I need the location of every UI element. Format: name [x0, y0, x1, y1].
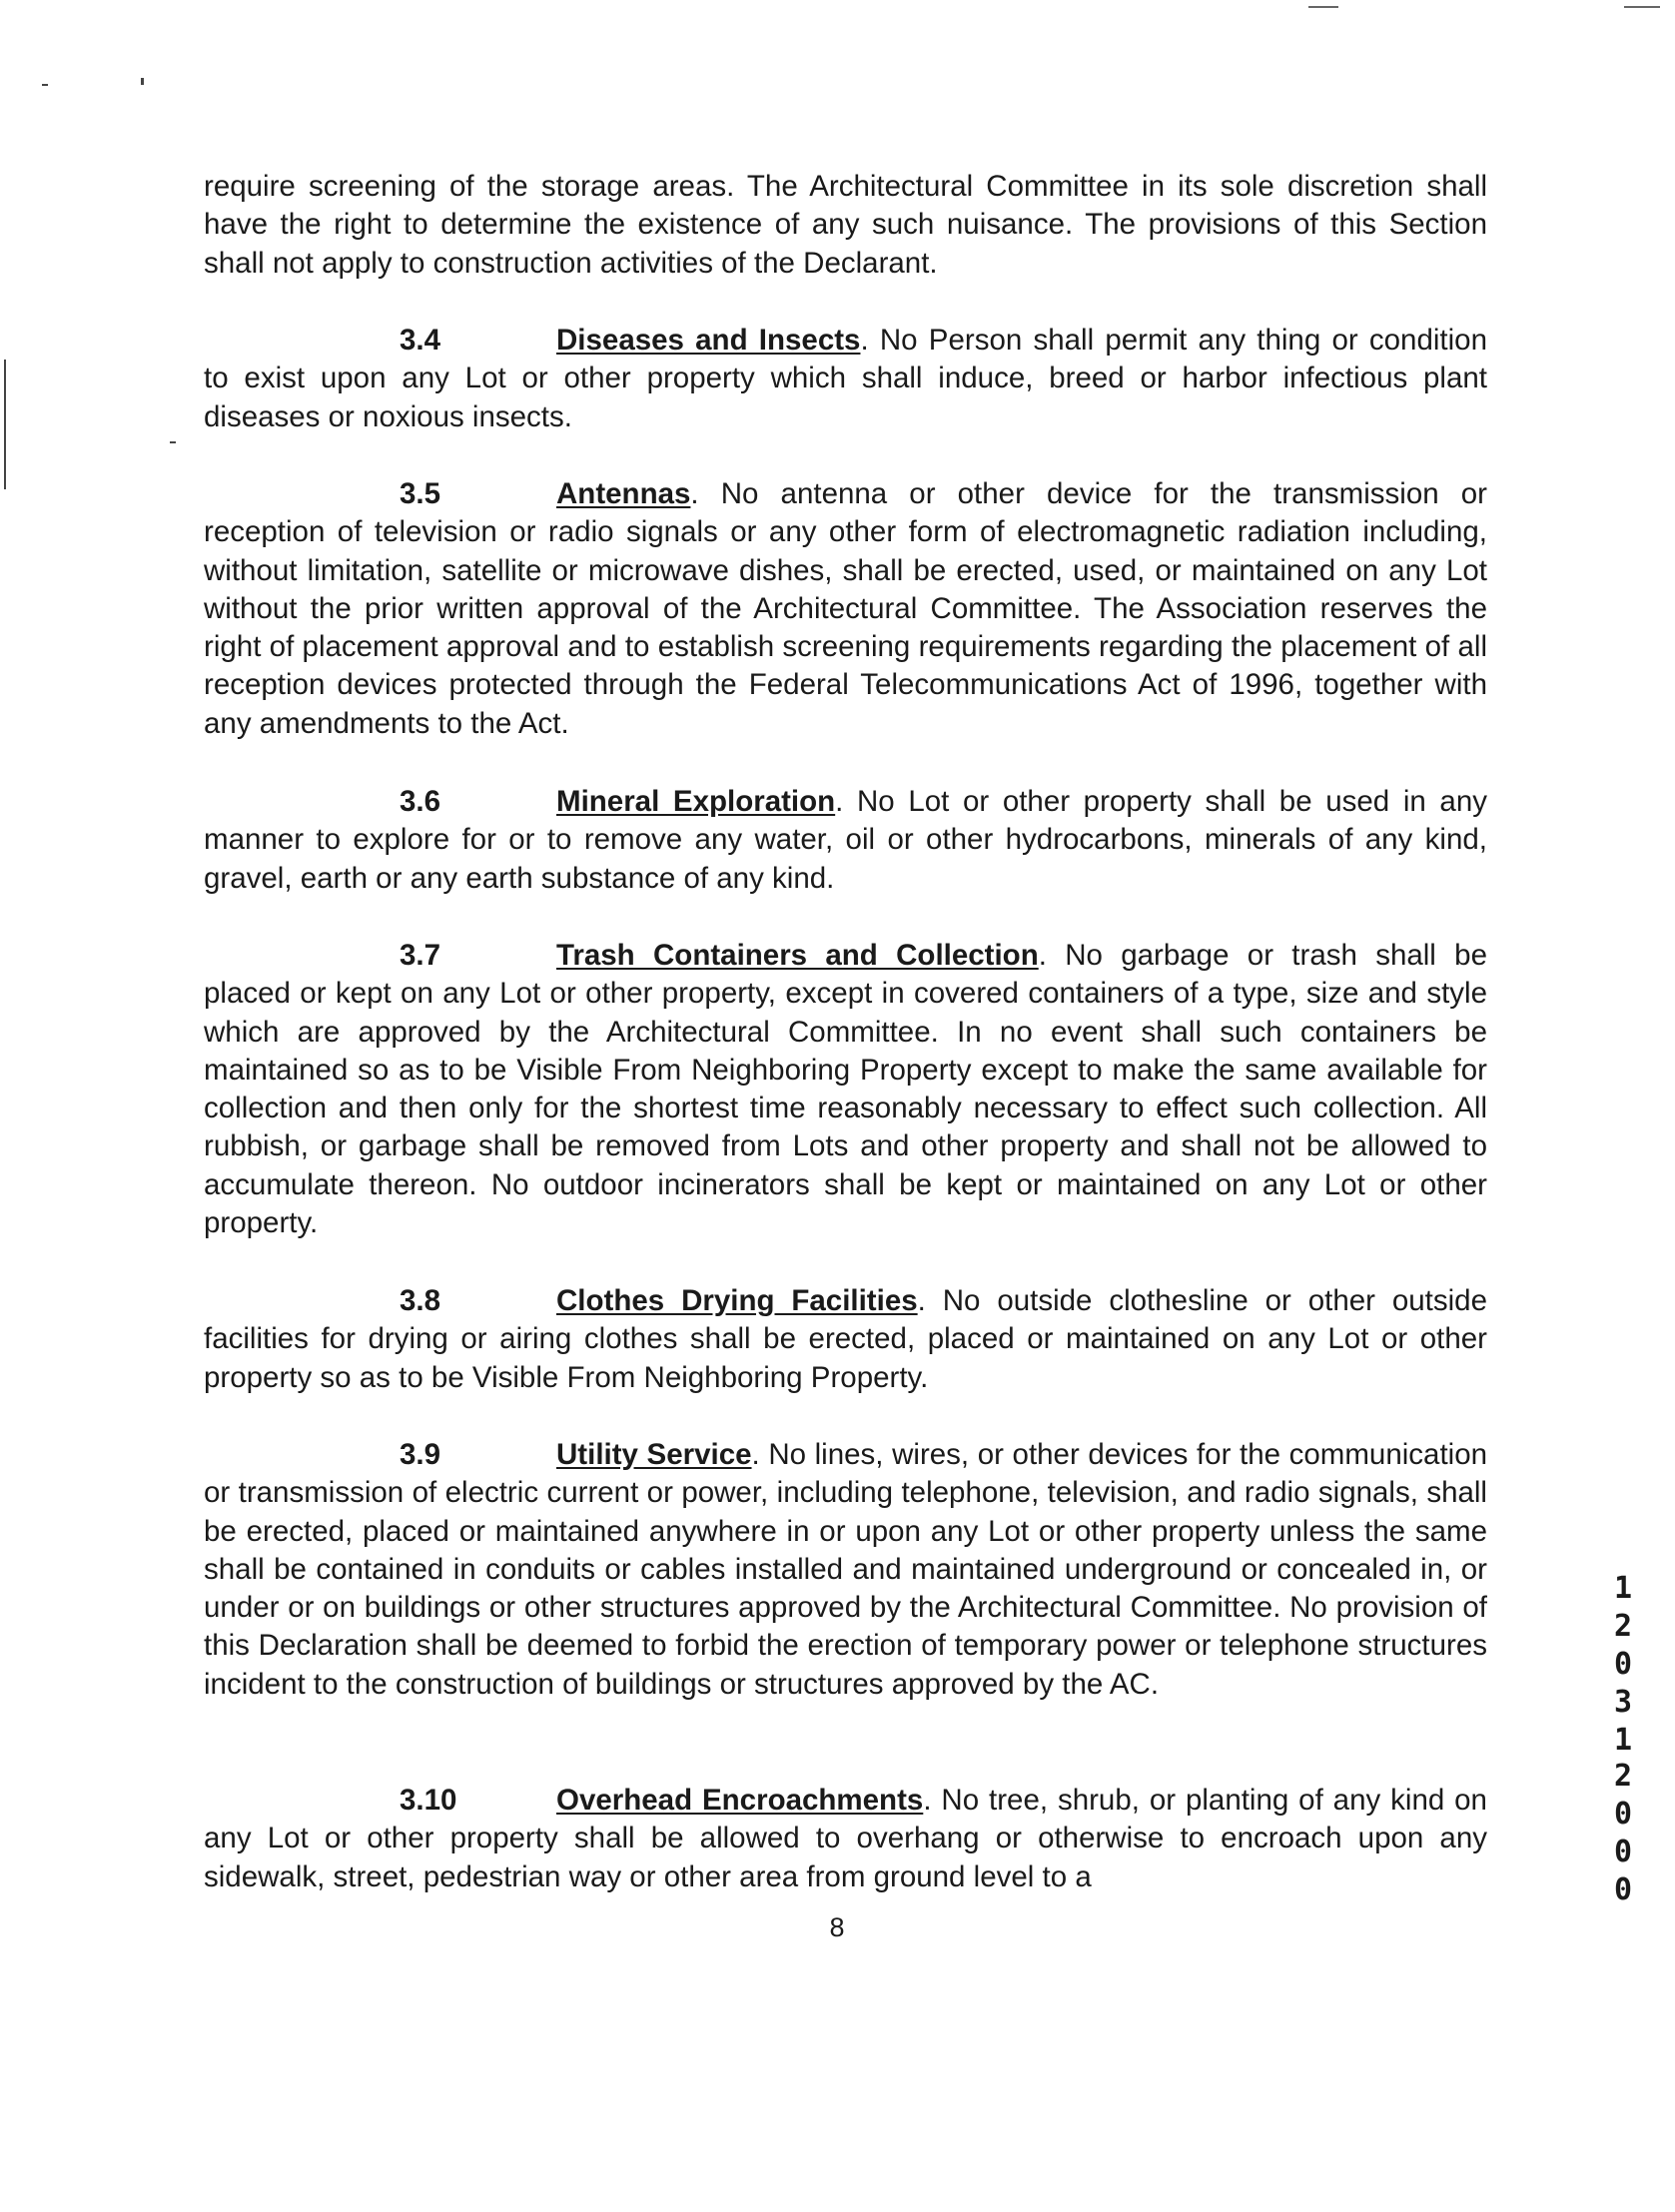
section-3-7: 3.7 Trash Containers and Collection. No garbage or trash shall be placed or kept on any Lot or other property, except in covered containers of a type, size and style which are approved by the Architectural Committee. In no event shall such containers be maintained so as to be Visible From Neighboring Property except to make the same available for collection and then only for the shortest time reasonably necessary to effect such collection. All rubbish, or garbage shall be removed from Lots and other property and shall not be allowed to accumulate thereon. No outdoor incinerators shall be kept or maintained on any Lot or other property. [204, 939, 1487, 1240]
recording-digit: 0 [1613, 1835, 1633, 1869]
section-body: No garbage or trash shall be placed or kept on any Lot or other property, except in covered containers of a type, size and style which are approved by the Architectural Committee. In no event shall such containers be maintained so as to be Visible From Neighboring Property except to make the same available for collection and then only for the shortest time reasonably necessary to effect such collection. All rubbish, or garbage shall be removed from Lots and other property and shall not be allowed to accumulate thereon. No outdoor incinerators shall be kept or maintained on any Lot or other property. [204, 939, 1487, 1240]
section-number: 3.4 [400, 324, 441, 357]
section-body: No tree, shrub, or planting of any kind on any Lot or other property shall be allowed to overhang or otherwise to encroach upon any sidewalk, street, pedestrian way or other area from ground level to a [204, 1784, 1487, 1893]
section-title: Overhead Encroachments [556, 1784, 924, 1817]
recording-digit: 2 [1613, 1759, 1633, 1794]
section-title: Antennas [556, 477, 691, 510]
recording-digit: 1 [1613, 1723, 1633, 1758]
section-title: Mineral Exploration [556, 785, 836, 818]
recording-digit: 3 [1613, 1685, 1633, 1720]
recording-digit: 0 [1613, 1797, 1633, 1832]
section-title: Clothes Drying Facilities [556, 1284, 918, 1317]
section-3-9: 3.9 Utility Service. No lines, wires, or other devices for the communication or transmission of electric current or power, including telephone, television, and radio signals, shall be erected, placed or maintained anywhere in or upon any Lot or other property unless the same shall be contained in conduits or cables installed and maintained underground or concealed in, or under or on buildings or other structures approved by the Architectural Committee. No provision of this Declaration shall be deemed to forbid the erection of temporary power or telephone structures incident to the construction of buildings or structures approved by the AC. [204, 1438, 1488, 1701]
recording-digit: 2 [1613, 1609, 1633, 1644]
scan-mark [1624, 6, 1660, 8]
scan-mark [141, 78, 144, 85]
section-title: Utility Service [556, 1438, 752, 1471]
recording-digit: 0 [1613, 1872, 1633, 1907]
scan-mark [1308, 6, 1338, 8]
section-3-10: 3.10 Overhead Encroachments. No tree, shrub, or planting of any kind on any Lot or other property shall be allowed to overhang or otherwise to encroach upon any sidewalk, street, pedestrian way or other area from ground level to a [204, 1784, 1487, 1893]
section-body: No antenna or other device for the transmission or reception of television or radio signals or any other form of electromagnetic radiation including, without limitation, satellite or microwave dishes, shall be erected, used, or maintained on any Lot without the prior written approval of the Architectural Committee. The Association reserves the right of placement approval and to establish screening requirements regarding the placement of all reception devices protected through the Federal Telecommunications Act of 1996, together with any amendments to the Act. [204, 477, 1487, 740]
section-body: No lines, wires, or other devices for the communication or transmission of electric current or power, including telephone, television, and radio signals, shall be erected, placed or maintained anywhere in or upon any Lot or other property unless the same shall be contained in conduits or cables installed and maintained underground or concealed in, or under or on buildings or other structures approved by the Architectural Committee. No provision of this Declaration shall be deemed to forbid the erection of temporary power or telephone structures incident to the construction of buildings or structures approved by the AC. [204, 1438, 1488, 1701]
section-3-4: 3.4 Diseases and Insects. No Person shall permit any thing or condition to exist upon any Lot or other property which shall induce, breed or harbor infectious plant diseases or noxious insects. [204, 324, 1487, 433]
section-3-5: 3.5 Antennas. No antenna or other device for the transmission or reception of television or radio signals or any other form of electromagnetic radiation including, without limitation, satellite or microwave dishes, shall be erected, used, or maintained on any Lot without the prior written approval of the Architectural Committee. The Association reserves the right of placement approval and to establish screening requirements regarding the placement of all reception devices protected through the Federal Telecommunications Act of 1996, together with any amendments to the Act. [204, 477, 1487, 740]
section-body: No Lot or other property shall be used in any manner to explore for or to remove any water, oil or other hydrocarbons, minerals of any kind, gravel, earth or any earth substance of any kind. [204, 785, 1487, 895]
recording-digit: 0 [1613, 1647, 1633, 1682]
section-3-8: 3.8 Clothes Drying Facilities. No outside clothesline or other outside facilities for drying or airing clothes shall be erected, placed or maintained on any Lot or other property so as to be Visible From Neighboring Property. [204, 1284, 1487, 1394]
section-body: No Person shall permit any thing or condition to exist upon any Lot or other property which shall induce, breed or harbor infectious plant diseases or noxious insects. [204, 324, 1487, 433]
recording-number-b [1603, 1758, 1643, 1909]
section-number: 3.9 [400, 1438, 441, 1471]
section-number: 3.5 [400, 477, 441, 510]
section-number: 3.10 [400, 1784, 457, 1817]
intro-paragraph: require screening of the storage areas. The Architectural Committee in its sole discretion shall have the right to determine the existence of any such nuisance. The provisions of this Section shall not apply to construction activities of the Declarant. [204, 170, 1487, 280]
scan-mark [170, 441, 176, 443]
section-number: 3.7 [400, 939, 441, 972]
section-body: No outside clothesline or other outside facilities for drying or airing clothes shall be erected, placed or maintained on any Lot or other property so as to be Visible From Neighboring Property. [204, 1284, 1487, 1394]
page-number: 8 [829, 1912, 846, 1942]
section-title: Trash Containers and Collection [556, 939, 1039, 972]
section-3-6: 3.6 Mineral Exploration. No Lot or other property shall be used in any manner to explore for or to remove any water, oil or other hydrocarbons, minerals of any kind, gravel, earth or any earth substance of any kind. [204, 785, 1487, 895]
scan-mark [42, 84, 48, 86]
section-title: Diseases and Insects [556, 324, 861, 357]
section-number: 3.6 [400, 785, 441, 818]
section-number: 3.8 [400, 1284, 441, 1317]
recording-number-a [1603, 1570, 1643, 1760]
margin-line [4, 360, 6, 489]
recording-digit: 1 [1613, 1571, 1633, 1606]
